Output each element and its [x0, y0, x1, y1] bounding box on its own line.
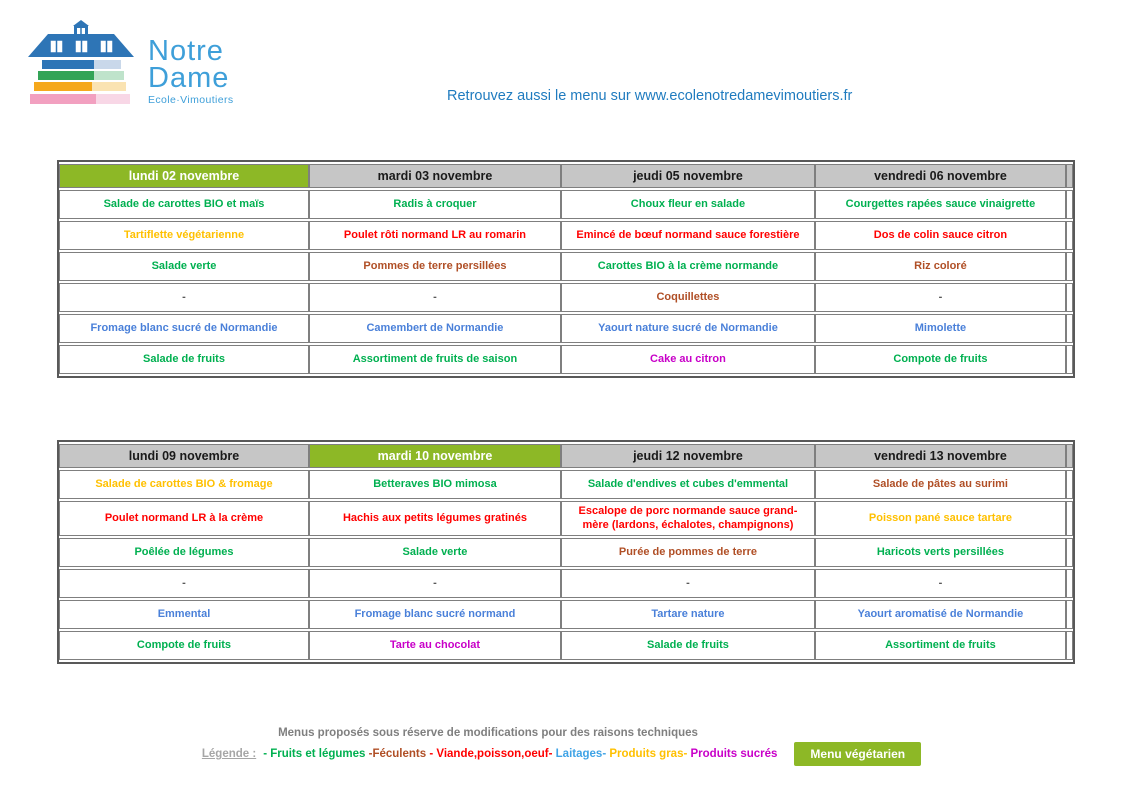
menu-cell: Compote de fruits — [59, 631, 309, 660]
menu-row — [59, 283, 1073, 312]
menu-row — [59, 501, 1073, 536]
legend-items — [263, 748, 777, 760]
clipped-column-cell — [1066, 221, 1073, 250]
menu-cell: Yaourt aromatisé de Normandie — [815, 600, 1066, 629]
school-logo-text — [148, 20, 234, 106]
school-subtitle: Ecole·Vimoutiers — [148, 94, 234, 107]
menu-row — [59, 190, 1073, 219]
legend-item: -Féculents — [368, 748, 430, 760]
menu-cell: - — [309, 569, 561, 598]
legend-item: Laitages- — [555, 748, 610, 760]
menu-row — [59, 345, 1073, 374]
clipped-column-cell — [1066, 314, 1073, 343]
menu-cell: Emincé de bœuf normand sauce forestière — [561, 221, 815, 250]
menu-cell: Courgettes rapées sauce vinaigrette — [815, 190, 1066, 219]
clipped-column-cell — [1066, 190, 1073, 219]
menu-cell: Choux fleur en salade — [561, 190, 815, 219]
menu-cell: Assortiment de fruits de saison — [309, 345, 561, 374]
website-link[interactable]: Retrouvez aussi le menu sur www.ecolenotredamevimoutiers.fr — [447, 88, 853, 104]
week2-table-wrap — [57, 440, 1075, 664]
day-header-row — [59, 444, 1073, 468]
legend-item: Produits gras- — [609, 748, 691, 760]
menu-cell: Salade verte — [309, 538, 561, 567]
menu-cell: Coquillettes — [561, 283, 815, 312]
menu-cell: Escalope de porc normande sauce grand-mère (lardons, échalotes, champignons) — [561, 501, 815, 536]
menu-cell: Emmental — [59, 600, 309, 629]
menu-cell: Salade de fruits — [59, 345, 309, 374]
disclaimer-note: Menus proposés sous réserve de modifications pour des raisons techniques — [278, 727, 698, 739]
menu-cell: Mimolette — [815, 314, 1066, 343]
legend-item: - Viande,poisson,oeuf- — [429, 748, 556, 760]
menu-cell: Hachis aux petits légumes gratinés — [309, 501, 561, 536]
menu-cell: Betteraves BIO mimosa — [309, 470, 561, 499]
legend-item: Produits sucrés — [690, 748, 778, 760]
menu-cell: Cake au citron — [561, 345, 815, 374]
menu-cell: Carottes BIO à la crème normande — [561, 252, 815, 281]
menu-cell: Riz coloré — [815, 252, 1066, 281]
clipped-column-cell — [1066, 569, 1073, 598]
clipped-column-cell — [1066, 252, 1073, 281]
menu-row — [59, 600, 1073, 629]
menu-cell: Purée de pommes de terre — [561, 538, 815, 567]
day-header: lundi 02 novembre — [59, 164, 309, 188]
day-header: mardi 10 novembre — [309, 444, 561, 468]
day-header: mardi 03 novembre — [309, 164, 561, 188]
clipped-column-cell — [1066, 345, 1073, 374]
menu-cell: Salade d'endives et cubes d'emmental — [561, 470, 815, 499]
clipped-column-header — [1066, 444, 1073, 468]
menu-cell: Tartare nature — [561, 600, 815, 629]
menu-cell: Poulet rôti normand LR au romarin — [309, 221, 561, 250]
school-name-line2: Dame — [148, 61, 230, 94]
menu-cell: Camembert de Normandie — [309, 314, 561, 343]
menu-cell: Pommes de terre persillées — [309, 252, 561, 281]
menu-cell: Radis à croquer — [309, 190, 561, 219]
clipped-column-cell — [1066, 470, 1073, 499]
legend-row — [0, 742, 1123, 766]
menu-cell: Fromage blanc sucré de Normandie — [59, 314, 309, 343]
menu-cell: - — [59, 569, 309, 598]
menu-cell: - — [815, 569, 1066, 598]
menu-cell: Compote de fruits — [815, 345, 1066, 374]
menu-cell: Salade de fruits — [561, 631, 815, 660]
week1-table-wrap — [57, 160, 1075, 378]
school-house-icon — [28, 20, 136, 108]
menu-table-week-2 — [59, 442, 1073, 662]
day-header: jeudi 12 novembre — [561, 444, 815, 468]
clipped-column-cell — [1066, 283, 1073, 312]
menu-cell: Yaourt nature sucré de Normandie — [561, 314, 815, 343]
menu-cell: - — [59, 283, 309, 312]
menu-cell: Salade verte — [59, 252, 309, 281]
clipped-column-cell — [1066, 501, 1073, 536]
menu-cell: Poulet normand LR à la crème — [59, 501, 309, 536]
menu-cell: Salade de carottes BIO & fromage — [59, 470, 309, 499]
menu-cell: Haricots verts persillées — [815, 538, 1066, 567]
menu-cell: Tarte au chocolat — [309, 631, 561, 660]
day-header: jeudi 05 novembre — [561, 164, 815, 188]
school-logo — [28, 20, 234, 108]
day-header: lundi 09 novembre — [59, 444, 309, 468]
clipped-column-cell — [1066, 538, 1073, 567]
menu-cell: Dos de colin sauce citron — [815, 221, 1066, 250]
menu-row — [59, 470, 1073, 499]
menu-cell: Assortiment de fruits — [815, 631, 1066, 660]
menu-table-week-1 — [59, 162, 1073, 376]
menu-cell: Poêlée de légumes — [59, 538, 309, 567]
menu-cell: - — [561, 569, 815, 598]
day-header: vendredi 13 novembre — [815, 444, 1066, 468]
clipped-column-header — [1066, 164, 1073, 188]
clipped-column-cell — [1066, 631, 1073, 660]
menu-row — [59, 569, 1073, 598]
menu-row — [59, 538, 1073, 567]
menu-row — [59, 631, 1073, 660]
day-header: vendredi 06 novembre — [815, 164, 1066, 188]
legend-item: - Fruits et légumes — [263, 748, 369, 760]
clipped-column-cell — [1066, 600, 1073, 629]
menu-cell: Poisson pané sauce tartare — [815, 501, 1066, 536]
menu-cell: Salade de pâtes au surimi — [815, 470, 1066, 499]
menu-cell: - — [815, 283, 1066, 312]
day-header-row — [59, 164, 1073, 188]
legend-label: Légende : — [201, 748, 257, 760]
menu-row — [59, 314, 1073, 343]
menu-cell: Salade de carottes BIO et maïs — [59, 190, 309, 219]
menu-row — [59, 252, 1073, 281]
vegetarian-menu-badge: Menu végétarien — [794, 742, 921, 766]
school-name-line1: Notre — [148, 35, 224, 67]
menu-row — [59, 221, 1073, 250]
menu-cell: Tartiflette végétarienne — [59, 221, 309, 250]
menu-cell: - — [309, 283, 561, 312]
menu-cell: Fromage blanc sucré normand — [309, 600, 561, 629]
